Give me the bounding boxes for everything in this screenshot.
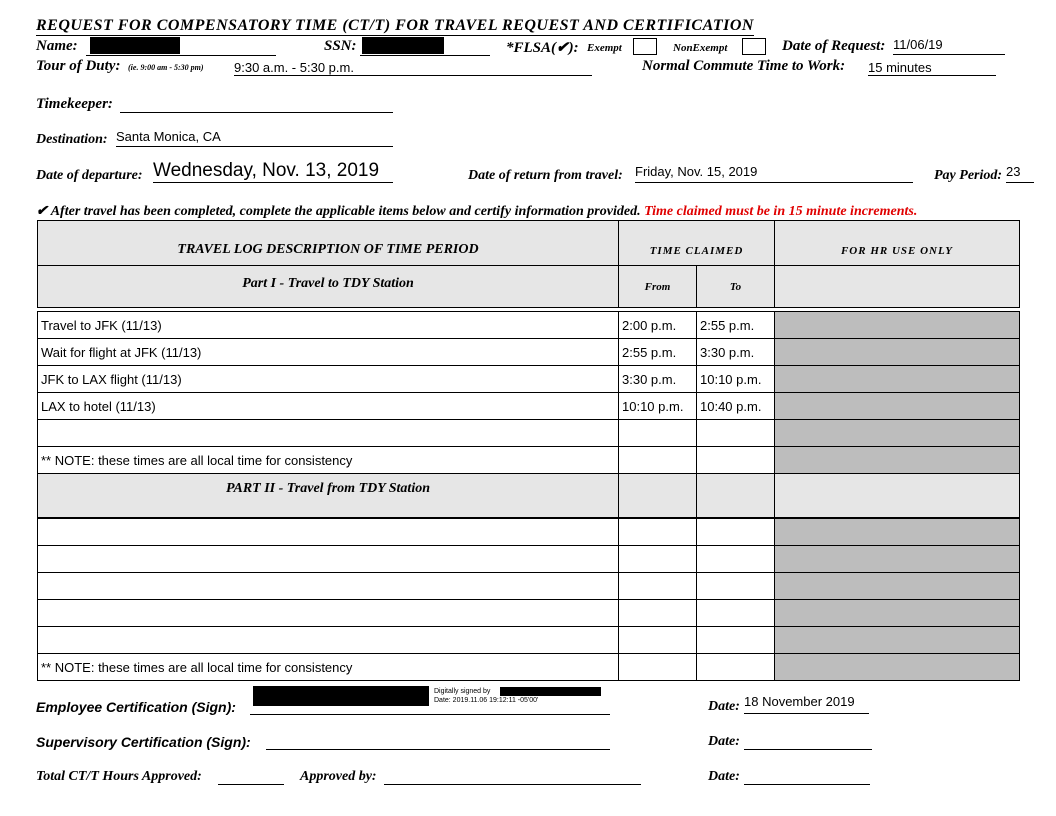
description-cell[interactable]: LAX to hotel (11/13) [37,392,619,420]
employee-cert-label: Employee Certification (Sign): [36,699,236,715]
return-label: Date of return from travel: [468,168,623,183]
from-cell[interactable] [618,446,697,474]
to-cell[interactable]: 2:55 p.m. [696,311,775,339]
supervisor-signature-field[interactable] [266,732,610,750]
to-header: To [696,265,775,308]
employee-date-label: Date: [708,699,740,714]
name-label: Name: [36,38,78,54]
to-cell[interactable]: 3:30 p.m. [696,338,775,366]
description-cell[interactable] [37,518,619,546]
digital-signature-line2: Date: 2019.11.06 19:12:11 -05'00' [434,697,539,704]
description-cell[interactable] [37,572,619,600]
hr-use-cell [774,572,1020,600]
tour-hint: (ie. 9:00 am - 5:30 pm) [128,63,204,72]
from-cell[interactable] [618,518,697,546]
from-cell[interactable]: 2:55 p.m. [618,338,697,366]
description-cell[interactable]: ** NOTE: these times are all local time for consistency [37,446,619,474]
hr-use-cell [774,626,1020,654]
from-cell[interactable] [618,419,697,447]
nonexempt-label: NonExempt [673,42,728,54]
form-title: REQUEST FOR COMPENSATORY TIME (CT/T) FOR TRAVEL REQUEST AND CERTIFICATION [36,17,754,34]
part2-to-blank [696,473,775,518]
from-cell[interactable]: 10:10 p.m. [618,392,697,420]
to-cell[interactable] [696,626,775,654]
hr-use-cell [774,392,1020,420]
date-of-request-field[interactable]: 11/06/19 [893,37,1005,55]
to-cell[interactable]: 10:10 p.m. [696,365,775,393]
hr-use-cell [774,311,1020,339]
pay-period-label: Pay Period: [934,168,1003,183]
to-cell[interactable] [696,446,775,474]
departure-field[interactable]: Wednesday, Nov. 13, 2019 [153,160,393,183]
from-cell[interactable] [618,572,697,600]
timekeeper-field[interactable] [120,96,393,113]
from-cell[interactable] [618,545,697,573]
description-cell[interactable]: Travel to JFK (11/13) [37,311,619,339]
total-hours-field[interactable] [218,767,284,785]
nonexempt-checkbox[interactable] [742,38,766,55]
tour-label: Tour of Duty: [36,58,121,74]
description-cell[interactable] [37,626,619,654]
description-cell[interactable]: ** NOTE: these times are all local time for consistency [37,653,619,681]
approval-date-field[interactable] [744,767,870,785]
hr-use-cell [774,518,1020,546]
flsa-label: *FLSA(✔): [506,40,579,56]
supervisor-cert-label: Supervisory Certification (Sign): [36,734,251,750]
instruction-warning: Time claimed must be in 15 minute increments. [644,204,918,219]
supervisor-date-label: Date: [708,734,740,749]
exempt-checkbox[interactable] [633,38,657,55]
pay-period-field[interactable]: 23 [1006,164,1034,183]
hr-blank [774,265,1020,308]
from-cell[interactable]: 2:00 p.m. [618,311,697,339]
digital-signature-line1: Digitally signed by [434,688,491,695]
to-cell[interactable] [696,545,775,573]
description-cell[interactable]: JFK to LAX flight (11/13) [37,365,619,393]
col-time-header: TIME CLAIMED [618,220,775,266]
to-cell[interactable] [696,572,775,600]
description-cell[interactable] [37,599,619,627]
part2-hr-blank [774,473,1020,518]
hr-use-cell [774,446,1020,474]
departure-label: Date of departure: [36,168,143,183]
to-cell[interactable] [696,653,775,681]
to-cell[interactable] [696,419,775,447]
commute-label: Normal Commute Time to Work: [642,58,846,74]
part2-from-blank [618,473,697,518]
hr-use-cell [774,419,1020,447]
ssn-label: SSN: [324,38,357,54]
instruction-text: ✔ After travel has been completed, complete the applicable items below and certify information provided. [36,204,641,219]
exempt-label: Exempt [587,42,622,54]
employee-date-field[interactable]: 18 November 2019 [744,694,869,714]
description-cell[interactable]: Wait for flight at JFK (11/13) [37,338,619,366]
approved-by-label: Approved by: [300,769,377,784]
redaction [362,37,444,54]
date-of-request-label: Date of Request: [782,38,886,54]
from-header: From [618,265,697,308]
instructions [36,203,917,220]
hr-use-cell [774,545,1020,573]
redaction [500,687,601,696]
from-cell[interactable] [618,599,697,627]
part2-header: PART II - Travel from TDY Station [37,473,619,518]
timekeeper-label: Timekeeper: [36,96,113,112]
total-hours-label: Total CT/T Hours Approved: [36,769,202,784]
to-cell[interactable] [696,518,775,546]
col-description-header: TRAVEL LOG DESCRIPTION OF TIME PERIOD [37,220,619,266]
to-cell[interactable]: 10:40 p.m. [696,392,775,420]
destination-label: Destination: [36,132,108,147]
to-cell[interactable] [696,599,775,627]
hr-use-cell [774,365,1020,393]
hr-use-cell [774,599,1020,627]
description-cell[interactable] [37,545,619,573]
from-cell[interactable]: 3:30 p.m. [618,365,697,393]
tour-field[interactable]: 9:30 a.m. - 5:30 p.m. [234,60,592,76]
supervisor-date-field[interactable] [744,732,872,750]
commute-field[interactable]: 15 minutes [868,60,996,76]
part1-header: Part I - Travel to TDY Station [37,265,619,308]
approved-by-field[interactable] [384,767,641,785]
approval-date-label: Date: [708,769,740,784]
redaction [90,37,180,54]
hr-use-cell [774,338,1020,366]
destination-field[interactable]: Santa Monica, CA [116,129,393,147]
hr-use-cell [774,653,1020,681]
from-cell[interactable] [618,653,697,681]
from-cell[interactable] [618,626,697,654]
col-hr-header: FOR HR USE ONLY [774,220,1020,266]
description-cell[interactable] [37,419,619,447]
redaction [253,686,429,706]
return-field[interactable]: Friday, Nov. 15, 2019 [635,164,913,183]
